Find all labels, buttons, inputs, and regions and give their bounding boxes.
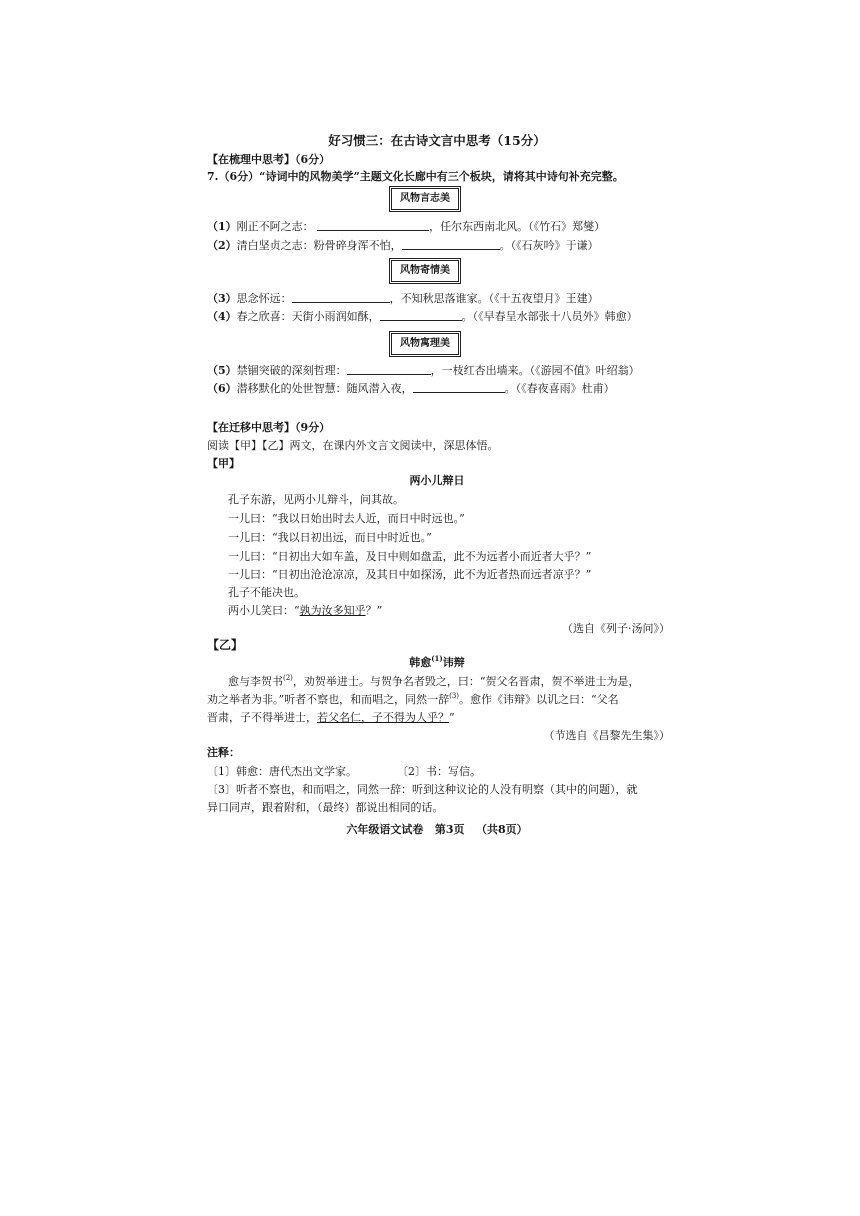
item-5-theme: 禁锢突破的深刻哲理： — [236, 364, 347, 377]
answer-blank-1[interactable] — [317, 219, 429, 231]
jia-line-7-prefix: 两小儿笑曰：“ — [228, 604, 300, 617]
section-title: 好习惯三：在古诗文言中思考（15分） — [328, 133, 546, 148]
yi-title-author: 韩愈 — [409, 656, 432, 669]
jia-source: （选自《列子·汤问》） — [562, 622, 670, 635]
item-3-after: ，不知秋思落谁家。（《十五夜望月》王建） — [389, 292, 599, 305]
answer-blank-2[interactable] — [402, 238, 500, 250]
yi-line-3-b: ” — [449, 711, 455, 724]
jia-underlined-sentence: 孰为汝多知乎 — [299, 604, 366, 617]
answer-blank-5[interactable] — [347, 363, 431, 375]
jia-line-7 — [228, 602, 698, 619]
yi-underlined-sentence: 若父名仁，子不得为人乎？ — [317, 711, 449, 724]
item-1 — [207, 218, 677, 235]
yi-line-2-note-ref: (3) — [449, 692, 460, 700]
passage-yi-title — [207, 654, 667, 671]
item-6-theme: 潜移默化的处世智慧： — [236, 382, 347, 395]
item-6-before: 随风潜入夜， — [346, 382, 413, 395]
page-footer: 六年级语文试卷 第3页 （共8页） — [346, 823, 528, 836]
part1-heading: 【在梳理中思考】（6分） — [207, 153, 331, 166]
item-2 — [207, 237, 677, 254]
jia-line-3: 一儿曰：“我以日初出远，而日中时近也。” — [228, 531, 432, 544]
item-5 — [207, 362, 677, 379]
reading-intro: 阅读【甲】【乙】两文，在课内外文言文阅读中，深思体悟。 — [207, 439, 499, 452]
notes-row-1 — [207, 763, 677, 780]
note-3-line-1: 〔3〕听者不察也，和而唱之，同然一辞：听到这种议论的人没有明察（其中的问题），就 — [207, 783, 638, 796]
jia-line-6: 孔子不能决也。 — [228, 586, 305, 599]
theme-box-3: 风物寓理美 — [389, 331, 461, 357]
item-4-num: （4） — [207, 310, 237, 323]
yi-line-1-b: ，劝贺举进士。与贺争名者毁之，曰：“贺父名晋肃，贺不举进士为是， — [292, 675, 640, 688]
jia-line-4: 一儿曰：“日初出大如车盖，及日中则如盘盂，此不为远者小而近者大乎？” — [228, 550, 592, 563]
yi-title-name: 讳辩 — [442, 656, 465, 669]
yi-line-2-a: 劝之举者为非。”听者不察也，和而唱之，同然一辞 — [207, 693, 450, 706]
item-6-num: （6） — [207, 382, 237, 395]
yi-line-3-a: 晋肃，子不得举进士， — [207, 711, 317, 724]
item-4 — [207, 308, 677, 325]
item-3 — [207, 290, 677, 307]
item-2-after: 。（《石灰吟》于谦） — [499, 239, 599, 252]
item-4-theme: 春之欣喜： — [236, 310, 292, 323]
item-4-before: 天街小雨润如酥， — [291, 310, 380, 323]
yi-line-1-note-ref: (2) — [283, 674, 293, 682]
item-4-after: 。（《早春呈水部张十八员外》韩愈） — [461, 310, 638, 323]
part2-heading: 【在迁移中思考】（9分） — [207, 421, 331, 434]
yi-source: （节选自《昌黎先生集》） — [543, 729, 670, 742]
answer-blank-6[interactable] — [413, 381, 505, 393]
item-6 — [207, 380, 677, 397]
yi-line-1-a: 愈与李贺书 — [228, 675, 283, 688]
item-2-before: 粉骨碎身浑不怕， — [313, 239, 402, 252]
item-2-theme: 清白坚贞之志： — [236, 239, 314, 252]
passage-yi-label: 【乙】 — [207, 638, 244, 652]
jia-line-5: 一儿曰：“日初出沧沧凉凉，及其日中如探汤，此不为近者热而远者凉乎？” — [228, 568, 592, 581]
note-3-line-2: 异口同声，跟着附和，（最终）都说出相同的话。 — [207, 801, 444, 814]
item-5-num: （5） — [207, 364, 237, 377]
note-1: 〔1〕韩愈：唐代杰出文学家。 — [207, 765, 357, 778]
question-7-prompt: 7.（6分）“诗词中的风物美学”主题文化长廊中有三个板块，请将其中诗句补充完整。 — [207, 170, 624, 183]
yi-line-2-b: 。愈作《讳辩》以讥之曰：“父名 — [459, 693, 619, 706]
yi-line-1 — [228, 673, 698, 690]
item-2-num: （2） — [207, 239, 237, 252]
item-1-theme: 刚正不阿之志： — [236, 220, 314, 233]
jia-line-1: 孔子东游，见两小儿辩斗，问其故。 — [228, 493, 404, 506]
jia-line-7-suffix: ？” — [365, 604, 383, 617]
item-3-theme: 思念怀远： — [236, 292, 292, 305]
answer-blank-4[interactable] — [380, 309, 462, 321]
answer-blank-3[interactable] — [292, 291, 390, 303]
notes-label: 注释： — [207, 746, 240, 759]
note-2: 〔2〕书：写信。 — [397, 765, 481, 778]
passage-jia-title: 两小儿辩日 — [409, 474, 465, 487]
item-5-after: ，一枝红杏出墙来。（《游园不值》叶绍翁） — [430, 364, 640, 377]
theme-box-2: 风物寄情美 — [389, 258, 461, 284]
yi-line-2 — [207, 691, 677, 708]
jia-line-2: 一儿曰：“我以日始出时去人近，而日中时远也。” — [228, 512, 465, 525]
item-1-num: （1） — [207, 220, 237, 233]
item-3-num: （3） — [207, 292, 237, 305]
yi-title-note-ref: (1) — [431, 654, 443, 663]
item-1-after: ，任尔东西南北风。（《竹石》郑燮） — [429, 220, 606, 233]
yi-line-3 — [207, 709, 677, 726]
item-6-after: 。（《春夜喜雨》杜甫） — [504, 382, 615, 395]
theme-box-1: 风物言志美 — [389, 186, 461, 212]
passage-jia-label: 【甲】 — [207, 457, 240, 470]
